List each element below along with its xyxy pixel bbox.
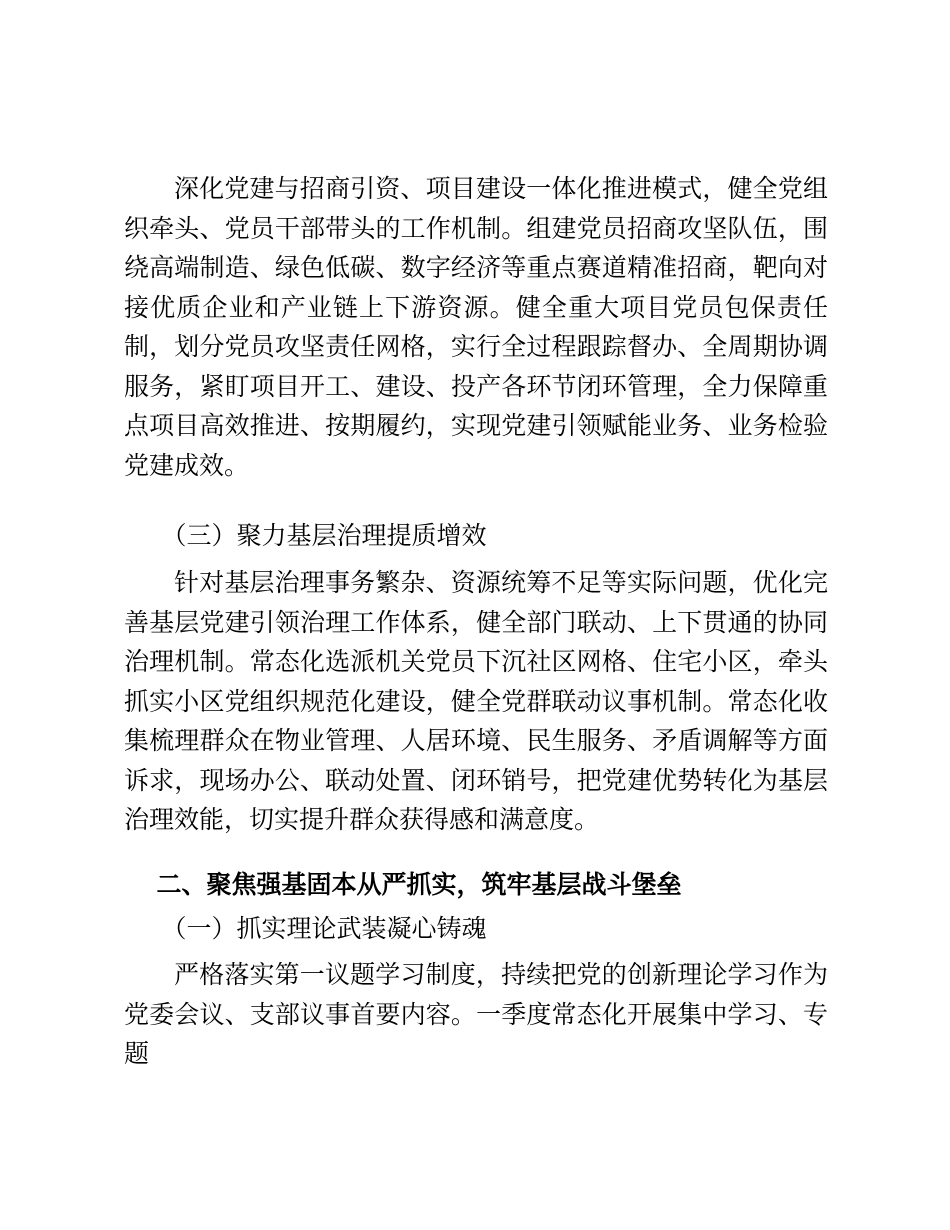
body-paragraph-2: 针对基层治理事务繁杂、资源统筹不足等实际问题，优化完善基层党建引领治理工作体系，健全部门联动、上下贯通的协同治理机制。常态化选派机关党员下沉社区网格、住宅小区，牵头抓实小区党组织规范化建设，健全党群联动议事机制。常态化收集梳理群众在物业管理、人居环境、民生服务、矛盾调解等方面诉求，现场办公、联动处置、闭环销号，把党建优势转化为基层治理效能，切实提升群众获得感和满意度。 <box>124 568 828 834</box>
body-paragraph-1: 深化党建与招商引资、项目建设一体化推进模式，健全党组织牵头、党员干部带头的工作机制。组建党员招商攻坚队伍，围绕高端制造、绿色低碳、数字经济等重点赛道精准招商，靶向对接优质企业和产业链上下游资源。健全重大项目党员包保责任制，划分党员攻坚责任网格，实行全过程跟踪督办、全周期协调服务，紧盯项目开工、建设、投产各环节闭环管理，全力保障重点项目高效推进、按期履约，实现党建引领赋能业务、业务检验党建成效。 <box>124 174 828 480</box>
subheading-3: （三）聚力基层治理提质增效 <box>161 521 487 550</box>
subheading-1: （一）抓实理论武装凝心铸魂 <box>161 914 487 943</box>
body-paragraph-3: 严格落实第一议题学习制度，持续把党的创新理论学习作为党委会议、支部议事首要内容。一季度常态化开展集中学习、专题 <box>124 960 828 1068</box>
section-2-title: 二、聚焦强基固本从严抓实，筑牢基层战斗堡垒 <box>156 870 682 899</box>
